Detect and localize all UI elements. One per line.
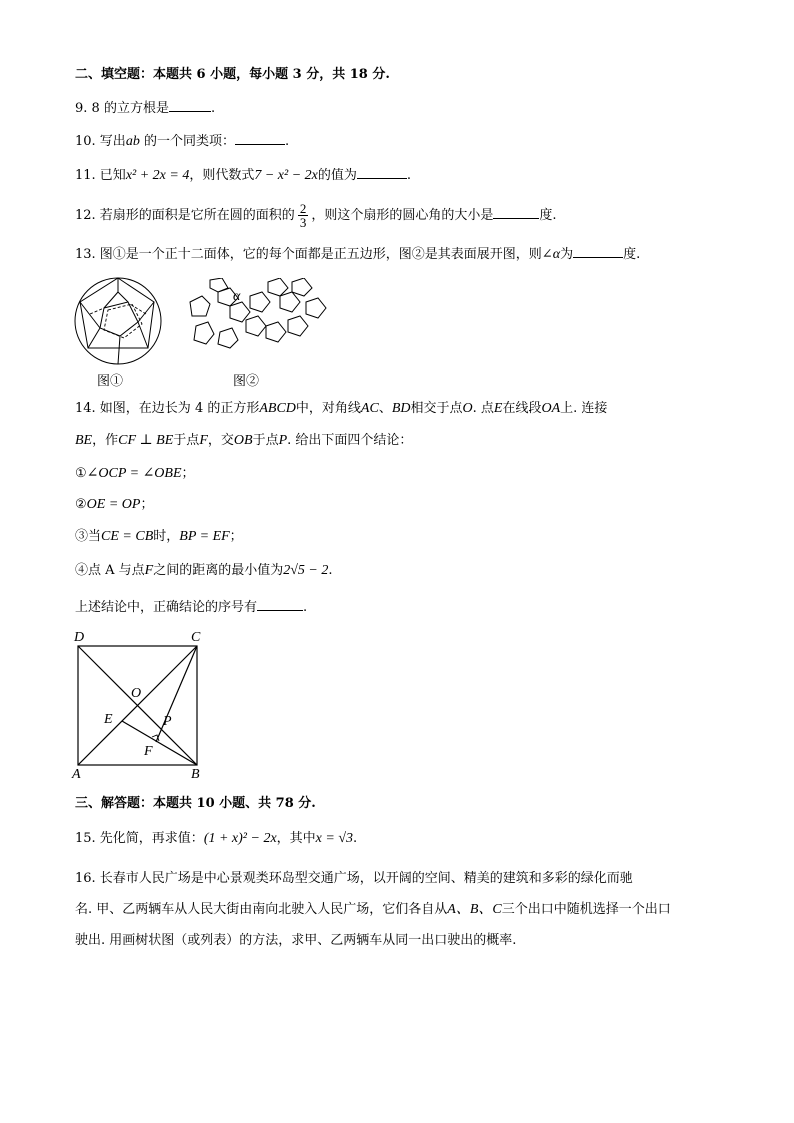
- label-C: C: [191, 630, 201, 645]
- q14-l2-b: 于点: [173, 433, 200, 448]
- q14-l1-o: O: [462, 401, 473, 416]
- q14-ask-end: .: [303, 600, 308, 615]
- q9-text: 9. 8 的立方根是: [75, 101, 169, 116]
- q14-l2-e: . 给出下面四个结论：: [287, 433, 413, 448]
- q10-suffix: 的一个同类项：: [139, 134, 235, 149]
- question-14-line-1: [75, 400, 607, 418]
- q14-c1-end: ；: [181, 466, 195, 481]
- q14-conclusion-1: [75, 465, 195, 483]
- q15-cond: x = √3: [315, 831, 354, 846]
- q14-c3-expr: CE = CB: [101, 529, 154, 544]
- q13-suffix: 为: [560, 247, 574, 262]
- q11-expr: 7 − x² − 2x: [254, 168, 318, 183]
- q14-c4-expr: 2√5 − 2: [283, 563, 329, 578]
- q14-l1-c: 、: [378, 401, 392, 416]
- q14-c4-f: F: [144, 563, 154, 578]
- q14-l2-c: ，交: [207, 433, 234, 448]
- question-16-line-2: [75, 901, 671, 919]
- label-B: B: [191, 767, 200, 780]
- question-16-line-1: 16. 长春市人民广场是中心景观类环岛型交通广场，以开阔的空间、精美的建筑和多彩的绿化而驰: [75, 871, 633, 886]
- q13-prefix: 13. 图①是一个正十二面体，它的每个面都是正五边形，图②是其表面展开图，则∠: [75, 247, 553, 262]
- question-12: [75, 199, 556, 233]
- figure-1-caption: 图①: [97, 374, 124, 389]
- q14-c4-text: ④点 A 与点: [75, 563, 145, 578]
- label-D: D: [74, 630, 85, 645]
- q14-conclusion-3: [75, 528, 243, 546]
- label-E: E: [104, 712, 113, 727]
- q11-answer-blank[interactable]: [357, 166, 407, 179]
- q14-l2-p: P: [278, 433, 288, 448]
- q12-answer-blank[interactable]: [493, 206, 539, 219]
- q11-prefix: 11. 已知: [75, 168, 126, 183]
- q14-answer-blank[interactable]: [257, 598, 303, 611]
- q14-l1-e: . 点: [472, 401, 494, 416]
- q14-c1-num: ①: [75, 466, 87, 481]
- q15-prefix: 15. 先化简，再求值：: [75, 831, 204, 846]
- q14-l1-g: 上. 连接: [560, 401, 608, 416]
- q14-c2-num: ②: [75, 497, 87, 512]
- q14-l1-abcd: ABCD: [259, 401, 296, 416]
- q11-suffix: 的值为: [317, 168, 357, 183]
- section-3-title: 三、解答题：本题共 10 小题、共 78 分.: [75, 796, 316, 811]
- section-2-title: 二、填空题：本题共 6 小题，每小题 3 分，共 18 分.: [75, 67, 390, 82]
- label-P: P: [163, 714, 172, 729]
- dodecahedron-figure: [70, 274, 166, 368]
- q14-conclusion-4: [75, 562, 333, 580]
- q14-c2-expr: OE = OP: [86, 497, 141, 512]
- q14-l1-oa: OA: [541, 401, 561, 416]
- q13-unit: 度.: [623, 247, 641, 262]
- q9-answer-blank[interactable]: [169, 99, 211, 112]
- q12-prefix: 12. 若扇形的面积是它所在圆的面积的: [75, 208, 295, 223]
- q12-suffix: ，则这个扇形的圆心角的大小是: [311, 208, 494, 223]
- q10-expr: ab: [125, 134, 140, 149]
- q14-c3-mid: 时，: [153, 529, 180, 544]
- q14-l2-ob: OB: [233, 433, 253, 448]
- q16-l2-exits: A、B、C: [447, 902, 502, 917]
- q14-l2-a: ，作: [92, 433, 119, 448]
- q14-c3-expr2: BP = EF: [179, 529, 230, 544]
- q10-answer-blank[interactable]: [235, 132, 285, 145]
- q15-mid: ，其中: [276, 831, 316, 846]
- q14-l1-b: 中，对角线: [295, 401, 361, 416]
- q12-unit: 度.: [539, 208, 557, 223]
- question-15: [75, 830, 357, 848]
- q12-fraction-num: 2: [299, 201, 307, 216]
- question-14-line-2: [75, 432, 412, 450]
- label-F: F: [144, 744, 153, 759]
- q14-l1-bd: BD: [391, 401, 411, 416]
- q14-ask: [75, 598, 307, 617]
- q9-end: .: [210, 101, 216, 116]
- question-9: [75, 99, 215, 118]
- figure-2-caption: 图②: [233, 374, 260, 389]
- q14-l1-E: E: [493, 401, 503, 416]
- square-abcd-figure: [68, 625, 213, 780]
- label-A: A: [72, 767, 81, 780]
- q14-c4-end: .: [328, 563, 333, 578]
- question-10: [75, 132, 289, 151]
- q11-end: .: [406, 168, 412, 183]
- q12-fraction-den: 3: [299, 215, 307, 230]
- q14-l2-f: F: [199, 433, 208, 448]
- q14-c3-num: ③当: [75, 529, 102, 544]
- q12-fraction: [298, 202, 309, 229]
- q14-l2-expr: CF ⊥ BE: [118, 433, 174, 448]
- q14-conclusion-2: [75, 496, 153, 514]
- q15-expr: (1 + x)² − 2x: [203, 831, 277, 846]
- label-O: O: [131, 686, 142, 701]
- q14-l1-a: 14. 如图，在边长为 4 的正方形: [75, 401, 260, 416]
- question-13: [75, 245, 640, 264]
- q16-l2-a: 名. 甲、乙两辆车从人民大街由南向北驶入人民广场，它们各自从: [75, 902, 448, 917]
- question-16-line-3: 驶出. 用画树状图（或列表）的方法，求甲、乙两辆车从同一出口驶出的概率.: [75, 933, 517, 948]
- q10-end: .: [284, 134, 290, 149]
- q13-alpha: α: [552, 247, 561, 262]
- q14-c4-mid: 之间的距离的最小值为: [153, 563, 284, 578]
- q11-mid: ，则代数式: [189, 168, 255, 183]
- q13-answer-blank[interactable]: [573, 245, 623, 258]
- q16-l2-b: 三个出口中随机选择一个出口: [501, 902, 671, 917]
- q14-c1-expr: ∠OCP = ∠OBE: [86, 466, 182, 481]
- q15-end: .: [353, 831, 358, 846]
- dodecahedron-net-figure: [180, 278, 330, 354]
- q14-c3-end: ；: [229, 529, 243, 544]
- q14-c2-end: ；: [140, 497, 154, 512]
- q11-given: x² + 2x = 4: [125, 168, 190, 183]
- q14-l1-ac: AC: [360, 401, 379, 416]
- q14-l2-d: 于点: [252, 433, 279, 448]
- q14-l2-be: BE: [75, 433, 93, 448]
- net-alpha-label: α: [233, 289, 241, 304]
- q14-l1-f: 在线段: [502, 401, 542, 416]
- q14-l1-d: 相交于点: [410, 401, 463, 416]
- question-11: [75, 166, 411, 185]
- q14-ask-text: 上述结论中，正确结论的序号有: [75, 600, 258, 615]
- q10-prefix: 10. 写出: [75, 134, 126, 149]
